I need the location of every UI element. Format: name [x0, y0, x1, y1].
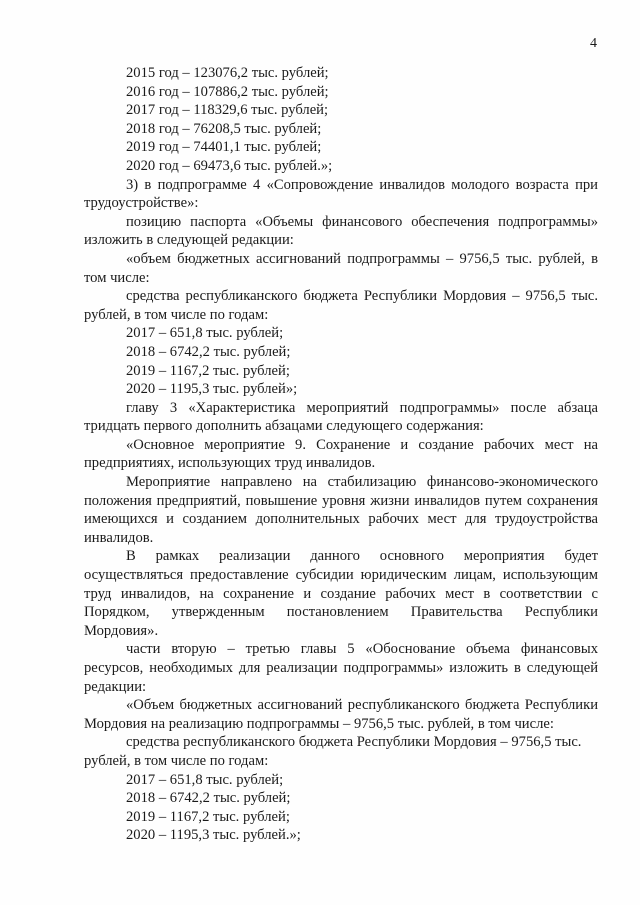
final-year-line-2020: 2020 – 1195,3 тыс. рублей.»; — [126, 827, 301, 844]
document-body — [84, 64, 598, 845]
year-line-2018: 2018 – 6742,2 тыс. рублей; — [126, 343, 291, 360]
paragraph-budget-volume: «объем бюджетных ассигнований подпрограммы – 9756,5 тыс. рублей, в том числе: — [84, 250, 598, 286]
budget-line-2018: 2018 год – 76208,5 тыс. рублей; — [126, 120, 322, 137]
paragraph-chapter-5: части вторую – третью главы 5 «Обоснование объема финансовых ресурсов, необходимых для реализации подпрограммы» изложить в следующей редакции: — [84, 641, 598, 695]
budget-line-2015: 2015 год – 123076,2 тыс. рублей; — [126, 65, 329, 81]
budget-line-2017: 2017 год – 118329,6 тыс. рублей; — [126, 102, 329, 119]
budget-line-2019: 2019 год – 74401,1 тыс. рублей; — [126, 139, 322, 156]
paragraph-republican-funds-chapter-5: средства республиканского бюджета Республики Мордовия – 9756,5 тыс. рублей, в том числе по годам: — [84, 734, 582, 769]
paragraph-measure-purpose: Мероприятие направлено на стабилизацию финансово-экономического положения предприятий, повышение уровня жизни инвалидов путем сохранения имеющихся и созданием дополнительных рабочих мест для трудоустройства инвалидов. — [84, 474, 598, 546]
paragraph-main-measure-9: «Основное мероприятие 9. Сохранение и создание рабочих мест на предприятиях, использующих труд инвалидов. — [84, 436, 598, 472]
budget-line-2016: 2016 год – 107886,2 тыс. рублей; — [126, 83, 329, 100]
paragraph-republican-funds: средства республиканского бюджета Республики Мордовия – 9756,5 тыс. рублей, в том числе по годам: — [84, 288, 598, 323]
year-line-2020: 2020 – 1195,3 тыс. рублей»; — [126, 381, 298, 398]
page-number: 4 — [590, 36, 597, 51]
final-year-line-2018: 2018 – 6742,2 тыс. рублей; — [126, 790, 291, 807]
paragraph-measure-implementation: В рамках реализации данного основного мероприятия будет осуществляться предоставление субсидии юридическим лицам, использующим труд инвалидов, на сохранение и создание рабочих мест в соответствии с Порядком, утвержденным постановлением Правительства Республики Мордовия». — [84, 548, 598, 639]
paragraph-passport-position: позицию паспорта «Объемы финансового обеспечения подпрограммы» изложить в следующей редакции: — [84, 213, 598, 249]
paragraph-budget-volume-chapter-5: «Объем бюджетных ассигнований республиканского бюджета Республики Мордовия на реализацию подпрограммы – 9756,5 тыс. рублей, в том числе: — [84, 697, 598, 732]
final-year-line-2019: 2019 – 1167,2 тыс. рублей; — [126, 808, 290, 825]
budget-line-2020: 2020 год – 69473,6 тыс. рублей.»; — [126, 157, 333, 174]
final-year-line-2017: 2017 – 651,8 тыс. рублей; — [126, 771, 284, 788]
paragraph-chapter-3: главу 3 «Характеристика мероприятий подпрограммы» после абзаца тридцать первого дополнить абзацами следующего содержания: — [84, 399, 598, 435]
year-line-2017: 2017 – 651,8 тыс. рублей; — [126, 325, 284, 342]
year-line-2019: 2019 – 1167,2 тыс. рублей; — [126, 362, 290, 379]
paragraph-subprogram-4: 3) в подпрограмме 4 «Сопровождение инвалидов молодого возраста при трудоустройстве»: — [84, 176, 598, 212]
